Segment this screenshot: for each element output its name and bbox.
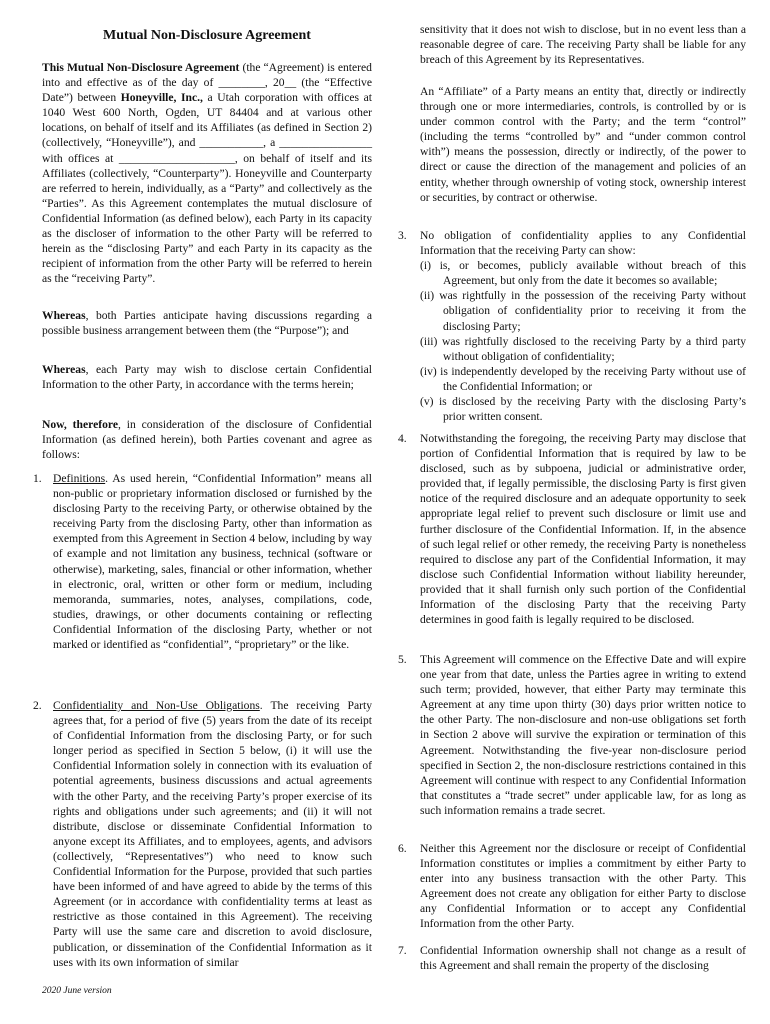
intro-text-2: a Utah corporation with offices at 1040 West 600 North, Ogden, UT 84404 and at various other locations, on behalf of itself and its Affiliates (as defined in Section 2) (collectively, “Honeyville”), and ___________, a ________________ with offices at ____________________, on behalf of itself and its Affiliates (collectively, “Counterparty”). Honeyville and Counterparty are referred to herein, individually, as a “Party” and collectively as the “Parties”. As this Agreement contemplates the mutual disclosure of Confidential Information (as defined below), each Party in its capacity as the discloser of information to the other Party will be referred to herein as the “disclosing Party” and each Party in its capacity as the recipient of information from the other Party will be referred to herein as the “receiving Party”. <box>42 91 372 286</box>
intro-text: (the “Agreement) is entered into and effective as of the day of ________, 20__ (the “Effective Date”) between <box>42 61 372 105</box>
whereas-bold: Whereas <box>42 309 86 322</box>
now-therefore-paragraph <box>42 417 372 462</box>
section-number: 1. <box>33 472 42 485</box>
exclusion-item: (i) is, or becomes, publicly available without breach of this Agreement, but only from the date it becomes so available; <box>420 259 746 288</box>
section-term: This Agreement will commence on the Effective Date and will expire one year from that date, unless the Parties agree in writing to extend such term; provided, however, that either Party may terminate this Agreement at any time upon thirty (30) days prior written notice to the other Party. The non-disclosure and non-use obligations set forth in Section 2 above will survive the expiration or termination of this Agreement. Notwithstanding the five-year non-disclosure period specified in Section 2, the non-disclosure restrictions contained in this Agreement will continue with respect to any Confidential Information that constitutes a “trade secret” under applicable law, for as long as such information remains a trade secret. <box>420 653 746 817</box>
section-number: 5. <box>398 653 407 666</box>
section-heading: Definitions <box>53 472 106 485</box>
now-therefore-text: , in consideration of the disclosure of Confidential Information (as defined herein), both Parties covenant and agree as follows: <box>42 418 372 462</box>
footer-version: 2020 June version <box>42 986 112 996</box>
section-definitions <box>53 471 372 652</box>
affiliate-paragraph: An “Affiliate” of a Party means an entity that, directly or indirectly through one or more intermediaries, controls, is controlled by or is under common control with the Party; and the term “control” (including the terms “controlled by” and “under common control with”) means the possession, directly or indirectly, of the power to direct or cause the direction of the management and policies of an entity, whether through ownership of voting stock, ownership interest or securities, by contract or otherwise. <box>420 85 746 204</box>
whereas-text: , both Parties anticipate having discussions regarding a possible business arrangement between them (the “Purpose”); and <box>42 309 372 338</box>
section-exclusions <box>420 228 746 424</box>
whereas-paragraph-1 <box>42 308 372 338</box>
section-number: 2. <box>33 699 42 712</box>
section-heading: Confidentiality and Non-Use Obligations <box>53 699 260 712</box>
section-confidentiality <box>53 698 372 970</box>
intro-bold: This Mutual Non-Disclosure Agreement <box>42 61 240 74</box>
whereas-paragraph-2 <box>42 362 372 392</box>
section-2-continuation: sensitivity that it does not wish to disclose, but in no event less than a reasonable degree of care. The receiving Party shall be liable for any breach of this Agreement by its Representatives. <box>420 23 746 67</box>
section-number: 3. <box>398 229 407 242</box>
exclusion-item: (iii) was rightfully disclosed to the receiving Party by a third party without obligation of confidentiality; <box>420 334 746 363</box>
page-title: Mutual Non-Disclosure Agreement <box>103 28 311 43</box>
company-name: Honeyville, Inc., <box>120 91 203 105</box>
section-text: . As used herein, “Confidential Information” means all non-public or proprietary information disclosed or furnished by the disclosing Party to the receiving Party, or otherwise obtained by the receiving Party from the disclosing Party, other than information as exempted from this Agreement in Section 4 below, including by way of example and not limitation any business, technical (software or otherwise), marketing, sales, financial or other information, whether in electronic, oral, written or other form or medium, including memoranda, summaries, notes, analyses, compilations, code, studies, drawings, or other documents containing or reflecting Confidential Information of the disclosing Party, whether or not marked or identified as “confidential”, “proprietary” or the like. <box>53 472 372 652</box>
exclusion-item: (ii) was rightfully in the possession of the receiving Party without obligation of confidentiality prior to receiving it from the disclosing Party; <box>420 289 746 333</box>
section-number: 7. <box>398 944 407 957</box>
whereas-text: , each Party may wish to disclose certain Confidential Information to the other Party, in accordance with the terms herein; <box>42 363 372 392</box>
section-ownership: Confidential Information ownership shall not change as a result of this Agreement and shall remain the property of the disclosing <box>420 944 746 973</box>
intro-paragraph <box>42 60 372 286</box>
section-no-commitment: Neither this Agreement nor the disclosure or receipt of Confidential Information constitutes or implies a commitment by either Party to enter into any business transaction with the other Party. This Agreement does not create any obligation for either Party to disclose any Confidential Information or to accept any Confidential Information from the other Party. <box>420 842 746 931</box>
now-therefore-bold: Now, therefore <box>42 418 118 431</box>
whereas-bold: Whereas <box>42 363 86 376</box>
exclusion-item: (v) is disclosed by the receiving Party with the disclosing Party’s prior written consent. <box>420 395 746 424</box>
section-text: No obligation of confidentiality applies to any Confidential Information that the receiving Party can show: <box>420 229 746 258</box>
section-number: 6. <box>398 842 407 855</box>
section-number: 4. <box>398 432 407 445</box>
section-text: . The receiving Party agrees that, for a period of five (5) years from the date of its receipt of Confidential Information from the disclosing Party, or for such longer period as specified in Section 5 below, (i) it will use the Confidential Information solely in connection with its evaluation of potential agreements, business discussions and actual agreements with the other Party, and the receiving Party’s proper exercise of its rights and obligations under such agreements; and (ii) it will not distribute, disclose or disseminate Confidential Information to anyone except its Affiliates, and to employees, agents, and advisors (collectively, “Representatives”) who need to know such Confidential Information for the Purpose, provided that such parties have been informed of and have agreed to abide by the terms of this Agreement (or in accordance with confidentiality terms at least as restrictive as those contained in this Agreement). The receiving Party will use the same care and discretion to avoid disclosure, publication, or dissemination of the Confidential Information as it uses with its own information of similar <box>53 699 373 969</box>
section-legal-disclosure: Notwithstanding the foregoing, the receiving Party may disclose that portion of Confidential Information that is required by law to be disclosed, such as by subpoena, judicial or administrative order, provided that, if legally permissible, the disclosing Party is first given notice of the required disclosure and an adequate opportunity to seek appropriate legal relief to prevent such disclosure or limit use and further disclosure of the Confidential Information. If, in the absence of such legal relief or other remedy, the receiving Party is nonetheless required to disclose any part of the Confidential Information, it may disclose such Confidential Information without liability hereunder, provided that it shall furnish only such portion of the Confidential Information of the disclosing Party that the receiving Party determines in good faith is legally required to be disclosed. <box>420 432 746 627</box>
exclusion-item: (iv) is independently developed by the receiving Party without use of the Confidential Information; or <box>420 364 746 393</box>
